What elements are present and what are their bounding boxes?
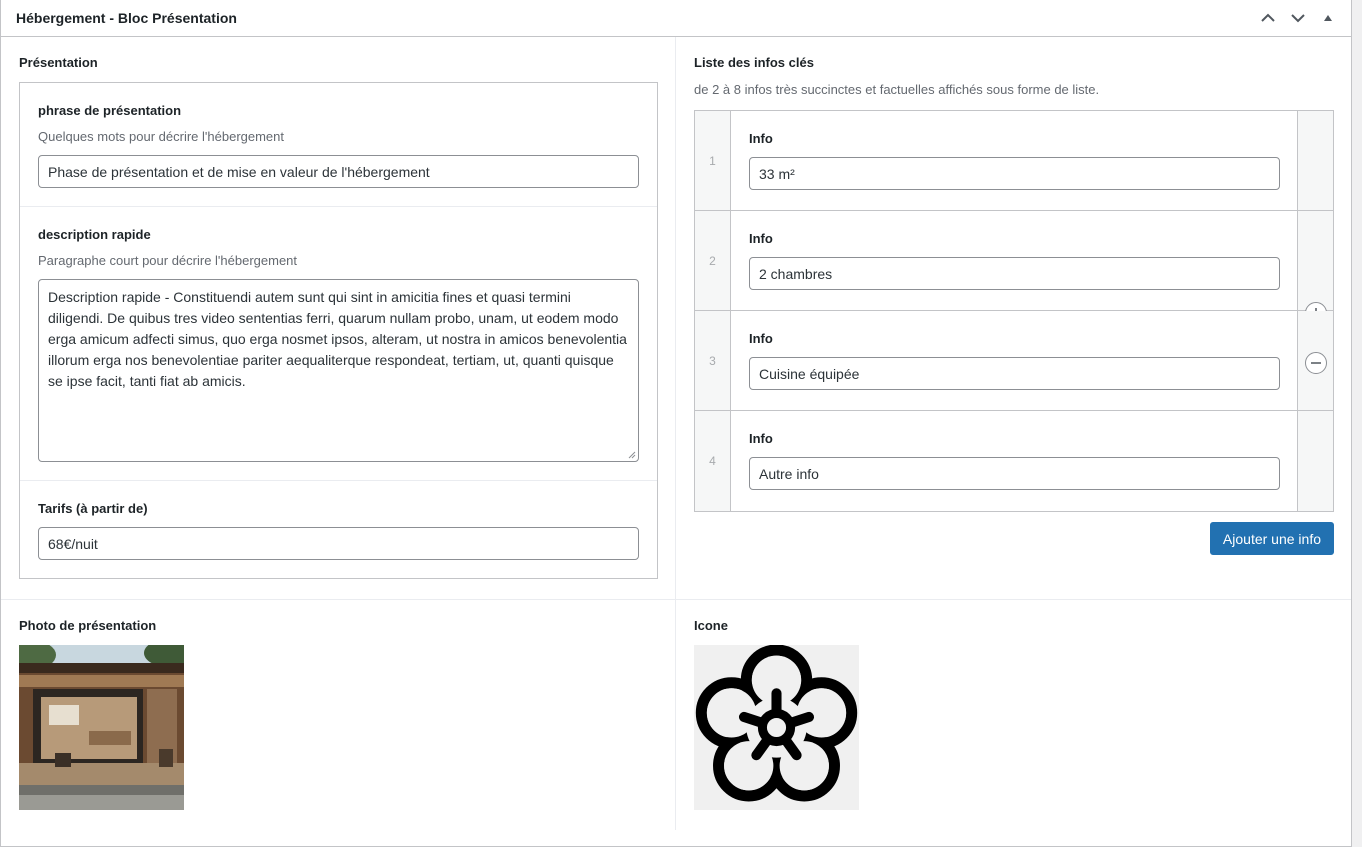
- row-number[interactable]: 3: [695, 311, 731, 410]
- description-rapide-label: description rapide: [38, 227, 151, 242]
- info-input[interactable]: 33 m²: [749, 157, 1280, 190]
- presentation-photo[interactable]: [19, 645, 184, 810]
- info-input[interactable]: 2 chambres: [749, 257, 1280, 290]
- info-label: Info: [749, 331, 773, 346]
- infos-column: [676, 37, 1351, 599]
- tarifs-field: [20, 481, 657, 578]
- add-info-row: [694, 522, 1334, 555]
- photo-column: [1, 600, 676, 830]
- phrase-label: phrase de présentation: [38, 103, 182, 118]
- row-actions: [1297, 411, 1333, 511]
- row-body: [731, 411, 1297, 511]
- metabox-header: [1, 0, 1351, 37]
- row-bottom: [1, 600, 1351, 830]
- presentation-column: [1, 37, 676, 599]
- row-actions: [1297, 311, 1333, 410]
- row-body: [731, 211, 1297, 310]
- triangle-up-icon: [1322, 12, 1334, 24]
- remove-row-button[interactable]: [1305, 352, 1327, 374]
- repeater-row: [695, 311, 1333, 411]
- phrase-input[interactable]: Phase de présentation et de mise en valeur de l'hébergement: [38, 155, 639, 188]
- presentation-section-label: Présentation: [19, 55, 98, 70]
- move-up-button[interactable]: [1255, 5, 1281, 31]
- row-actions: [1297, 111, 1333, 210]
- repeater-row: [695, 211, 1333, 311]
- add-info-button[interactable]: Ajouter une info: [1210, 522, 1334, 555]
- icone-column: [676, 600, 1351, 830]
- phrase-description: Quelques mots pour décrire l'hébergement: [38, 129, 285, 144]
- repeater-row: [695, 111, 1333, 211]
- info-label: Info: [749, 131, 773, 146]
- info-label: Info: [749, 231, 773, 246]
- infos-description: de 2 à 8 infos très succinctes et factuelles affichés sous forme de liste.: [694, 82, 1100, 97]
- toggle-panel-button[interactable]: [1315, 5, 1341, 31]
- photo-label: Photo de présentation: [19, 618, 157, 633]
- chevron-down-icon: [1290, 10, 1306, 26]
- metabox-title: Hébergement - Bloc Présentation: [16, 10, 237, 26]
- tarifs-input[interactable]: 68€/nuit: [38, 527, 639, 560]
- presentation-group: [19, 82, 658, 579]
- row-body: [731, 311, 1297, 410]
- infos-repeater: [694, 110, 1334, 512]
- info-label: Info: [749, 431, 773, 446]
- flower-icon: [694, 645, 859, 810]
- infos-label: Liste des infos clés: [694, 55, 814, 70]
- minus-icon: [1310, 357, 1322, 369]
- description-rapide-description: Paragraphe court pour décrire l'hébergement: [38, 253, 298, 268]
- description-rapide-text: Description rapide - Constituendi autem sunt qui sint in amicitia fines et quasi termini diligendi. De quibus tres video sententias ferri, quarum nullam probo, unam, ut eodem modo erga amicum adfecti simus, quo erga nosmet ipsos, alteram, ut nostra in amicos benevolentia illorum erga nos benevolentiae pariter aequaliterque respondeat, tertiam, ut, quanti quisque se ipse facit, tanti fiat ab amicis.: [48, 289, 627, 389]
- repeater-row: [695, 411, 1333, 511]
- row-number[interactable]: 4: [695, 411, 731, 511]
- row-actions: [1297, 211, 1333, 310]
- row-top: [1, 37, 1351, 600]
- icone-image[interactable]: [694, 645, 859, 810]
- chevron-up-icon: [1260, 10, 1276, 26]
- icone-label: Icone: [694, 618, 728, 633]
- phrase-field: [20, 83, 657, 207]
- row-body: [731, 111, 1297, 210]
- metabox-controls: [1255, 5, 1341, 31]
- cabin-photo-image: [19, 645, 184, 810]
- tarifs-label: Tarifs (à partir de): [38, 501, 148, 516]
- description-rapide-textarea[interactable]: [38, 279, 639, 462]
- resize-grip-icon[interactable]: [628, 451, 636, 459]
- row-number[interactable]: 2: [695, 211, 731, 310]
- info-input[interactable]: Autre info: [749, 457, 1280, 490]
- row-number[interactable]: 1: [695, 111, 731, 210]
- move-down-button[interactable]: [1285, 5, 1311, 31]
- description-rapide-field: [20, 207, 657, 481]
- info-input[interactable]: Cuisine équipée: [749, 357, 1280, 390]
